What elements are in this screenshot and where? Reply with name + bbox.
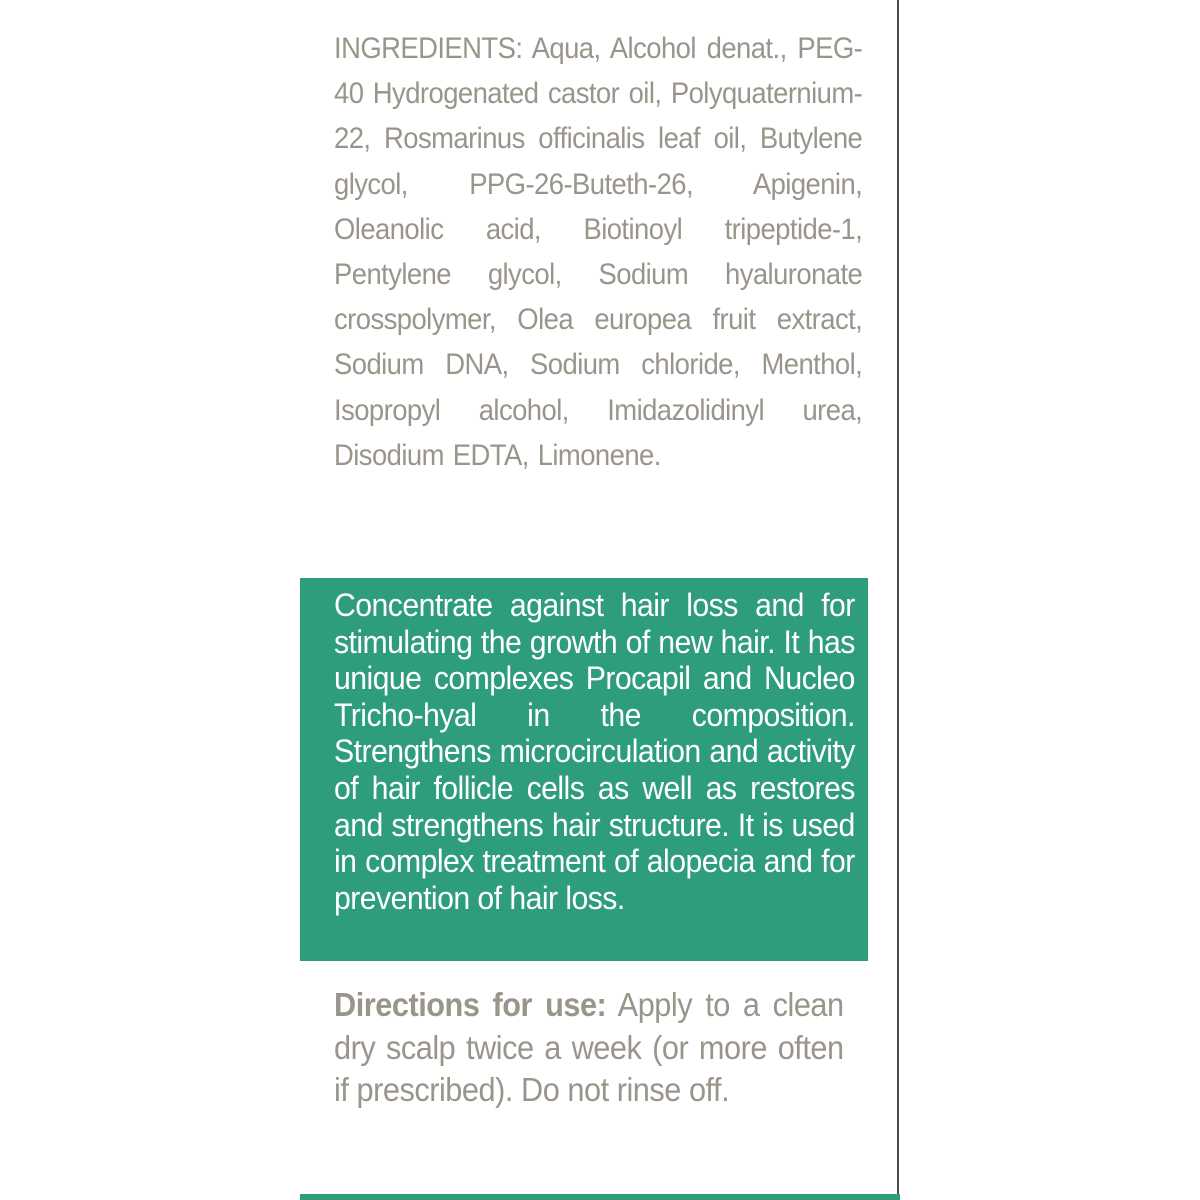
label-edge-line <box>897 0 899 1196</box>
description-text: Concentrate against hair loss and for stimulating the growth of new hair. It has unique complexes Procapil and Nucleo Tricho-hyal in the composition. Strengthens microcirculation and activity of hair follicle cells as well as restores and strengthens hair structure. It is used in complex treatment of alopecia and for prevention of hair loss. <box>334 587 855 916</box>
directions-block <box>334 984 844 1112</box>
ingredients-text: INGREDIENTS: Aqua, Alcohol denat., PEG-40 Hydrogenated castor oil, Polyquaternium-22, Rosmarinus officinalis leaf oil, Butylene glycol, PPG-26-Buteth-26, Apigenin, Oleanolic acid, Biotinoyl tripeptide-1, Pentylene glycol, Sodium hyaluronate crosspolymer, Olea europea fruit extract, Sodium DNA, Sodium chloride, Menthol, Isopropyl alcohol, Imidazolidinyl urea, Disodium EDTA, Limonene. <box>334 32 863 472</box>
directions-label: Directions for use: <box>334 986 607 1023</box>
directions-text: Apply to a clean dry scalp twice a week (or more often if prescribed). Do not rinse off. <box>334 986 844 1108</box>
label-bottom-band <box>300 1194 900 1200</box>
